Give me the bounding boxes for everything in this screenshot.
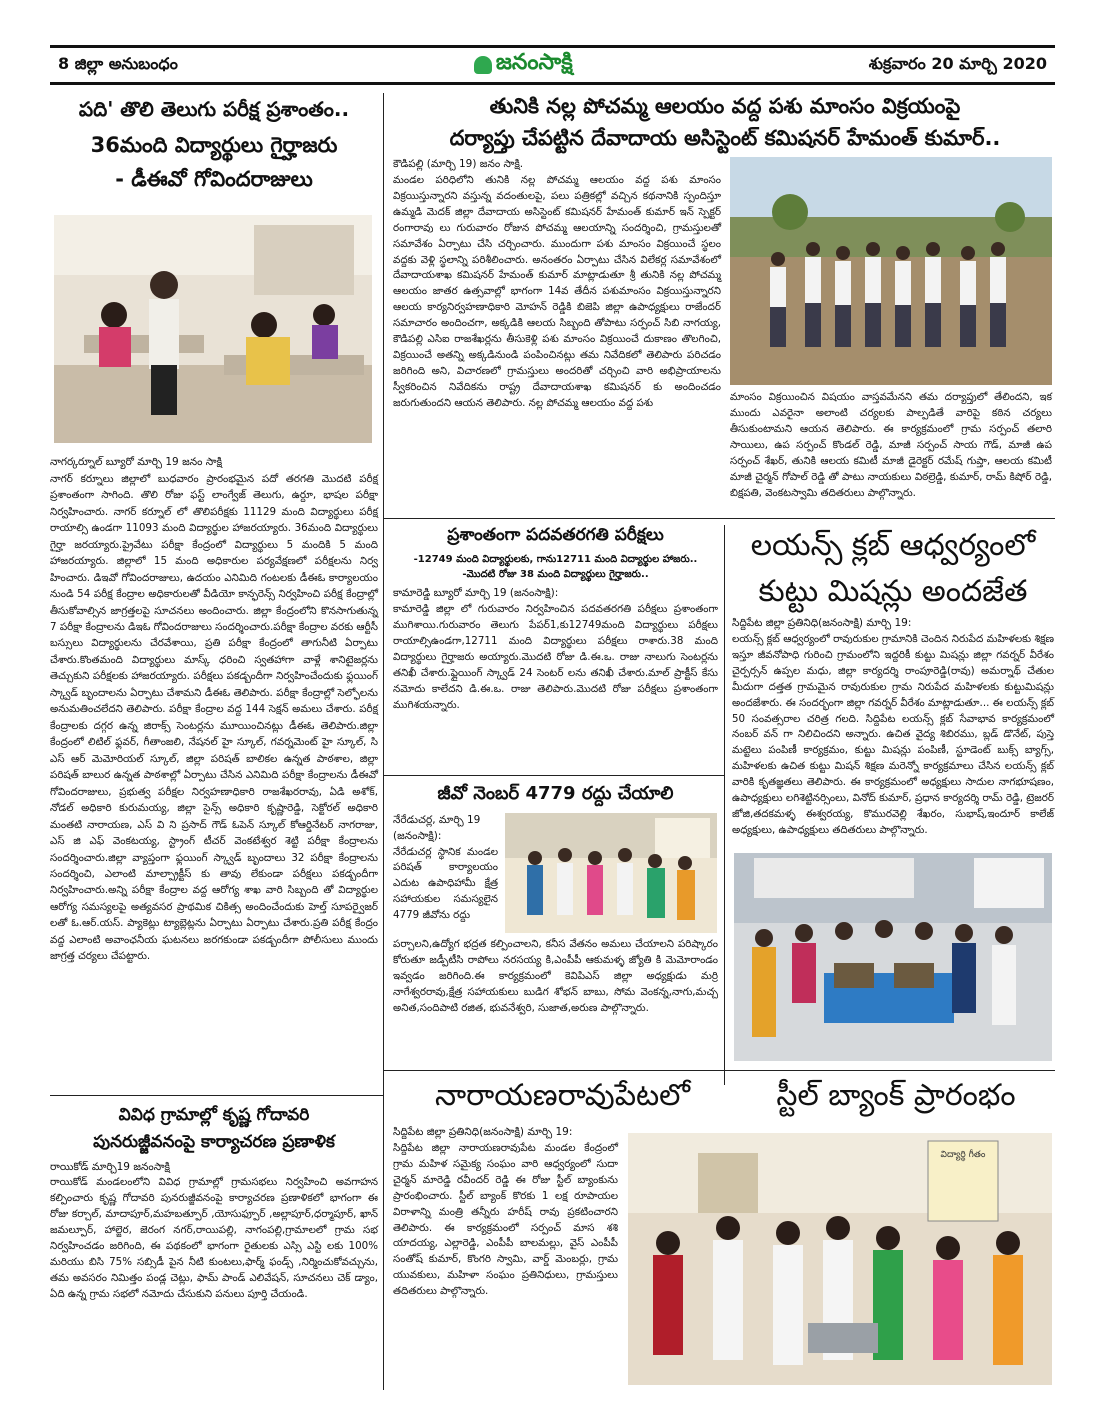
steel-bank-photo bbox=[628, 1133, 1052, 1385]
poster-text: విద్యార్థి గీతం bbox=[940, 1150, 986, 1160]
column-divider-right bbox=[724, 525, 725, 1085]
temple-body-left bbox=[393, 157, 721, 412]
tenth-subhead-2: -మొదటి రోజు 38 మంది విద్యార్థులు గైర్హాజరు.. bbox=[462, 569, 649, 581]
lions-byline: సిద్దిపేట జిల్లా ప్రతినిధి(జనంసాక్షి) మార్చి 19: bbox=[732, 617, 912, 629]
steel-headline-right: స్టీల్ బ్యాంక్ ప్రారంభం bbox=[776, 1078, 1016, 1113]
temple-body-text-left: మండల పరిధిలోని తునికి నల్ల పోచమ్మ ఆలయం వద్ద పశు మాంసం విక్రయిస్తున్నారని వస్తున్న వదంతులపై, పలు పత్రికల్లో వచ్చిన కథనానికి స్పందిస్తూ ఉమ్మడి మెదక్ జిల్లా దేవాదాయ అసిస్టెంట్ కమిషనర్ హేమంత్ కుమార్ ఇన్ స్పెక్టర్ రంగారావు లు గురువారం రోజున పోచమ్మ ఆలయాన్ని సందర్శించి, గ్రామస్తులతో సమావేశం ఏర్పాటు చేసి చర్చించారు. ముందుగా పశు మాంసం విక్రయించే స్థలం వద్దకు వెళ్లి స్థలాన్ని పరిశీలించారు. అనంతరం ఏర్పాటు చేసిన విలేకర్ల సమావేశంలో దేవాదాయశాఖ కమిషనర్ హేమంత్ కుమార్ మాట్లాడుతూ శ్రీ తునికి నల్ల పోచమ్మ ఆలయం జాతర ఉత్సవాల్లో భాగంగా 14వ తేదీన పశుమాంసం విక్రయిస్తున్నారని ఆలయ కార్యనిర్వహణాధికారి మోహన్ రెడ్డికి బిజెపి జిల్లా ఉపాధ్యక్షులు రాజేందర్ సమాచారం అందించగా, అక్కడికి ఆలయ సిబ్బంది తోపాటు సర్పంచ్ సిబి నాగయ్య, కౌడిపల్లి ఎసిఐ రాజశేఖర్లను తీసుకెళ్లి పశు మాంసం విక్రయించే దుకాణం తొలగించి, విక్రయించే అతన్ని అక్కడినుండి పంపించినట్లు తమ నివేదికలో తెలిపారు పరిచడం జరిగింది అని, విచారణలో గ్రామస్తులు అందరితో చర్చించి వారి అభిప్రాయాలను స్వీకరించిన నివేదికను రాష్ట్ర దేవాదాయశాఖ కమిషనర్ కు అందించడం జరుగుతుందని ఆయన తెలిపారు. నల్ల పోచమ్మ ఆలయం వద్ద పశు bbox=[393, 173, 721, 410]
lions-headline-1: లయన్స్ క్లబ్ ఆధ్వర్యంలో bbox=[750, 528, 1036, 563]
temple-body-text-right: మాంసం విక్రయించిన విషయం వాస్తవమేనని తమ దర్యాప్తులో తేలిందని, ఇక ముందు ఎవరైనా అలాంటి చర్యలకు పాల్పడితే వారిపై కఠిన చర్యలు తీసుకుంటామని ఆయన తెలిపారు. ఈ కార్యక్రమంలో గ్రామ సర్పంచ్ తలారి సాయిలు, ఉప సర్పంచ్ కొండల్ రెడ్డి, మాజీ సర్పంచ్ సాయ గౌడ్, మాజీ ఉప సర్పంచ్ శేఖర్, తునికి ఆలయ కమిటీ మాజీ డైరెక్టర్ రమేష్ గుప్తా, ఆలయ కమిటీ మాజీ చైర్మన్ గోపాల్ రెడ్డి తో పాటు నాయకులు విఠల్రెడ్డి, కుమార్, రామ్ కిషోర్ రెడ్డి, బిక్షపతి, వెంకటస్వామి తదితరులు పాల్గొన్నారు. bbox=[730, 391, 1052, 499]
article-go bbox=[393, 783, 718, 806]
exam-body-text: నాగర్ కర్నూలు జిల్లాలో బుధవారం ప్రారంభమైన పదో తరగతి మొదటి పరీక్ష ప్రశాంతంగా సాగింది. తొలి రోజు ఫస్ట్ లాంగ్వేజ్ తెలుగు, ఉర్దూ, భాషల పరీక్షా నిర్వహించారు. నాగర్ కర్నూల్ లో తొలిపరీక్షకు 11129 మంది విద్యార్థులు పరీక్ష రాయాల్సి ఉండగా 11093 మంది విద్యార్థుల హాజరయ్యారు. 36మంది విద్యార్థులు గైర్హా జరయ్యారు.ప్రైవేటు పరీక్షా కేంద్రంలో విద్యార్థులు 5 మందికి 5 మంది హాజరయ్యారు. జిల్లాలో 15 మంది అధికారుల పర్యవేక్షణలో పరీక్షలను నిర్వ హించారు. డిఇవో గోవిందరాజులు, ఉదయం ఎనిమిది గంటలకు డీఈఓ కార్యాలయం నుండి 54 పరీక్ష కేంద్రాల అధికారులతో వీడియో కాన్ఫరెన్స్ నిర్వహించి పరీక్ష కేంద్రాల్లో తీసుకోవాల్సిన జాగ్రత్తలపై సూచనలు అందించారు. జిల్లా కేంద్రంలోని కొనసాగుతున్న 7 పరీక్షా కేంద్రాలను డిఇఓ గోవిందరాజులు సందర్శించారు.పరీక్షా కేంద్రాల వరకు ఆర్టీసీ బస్సులు విద్యార్థులను చేరవేశాయి, ప్రతి పరీక్షా కేంద్రంలో తాగునీటి ఏర్పాటు చేశారు.కొంతమంది విద్యార్థులు మాస్క్ ధరించి స్వతహాగా వాళ్లే శానిటైజర్లను తెచ్చుకుని పరీక్షలకు హాజరయ్యారు. పరీక్షలు పకడ్బందీగా నిర్వహించేందుకు ఫ్లయింగ్ స్క్వాడ్ బృందాలను ఏర్పాటు చేశామని డీఈఓ తెలిపారు. పరీక్షా కేంద్రాల్లో సెల్ఫోలను అనుమతించలేదని తెలిపారు. పరీక్షా కేంద్రాల వద్ద 144 సెక్షన్ అమలు చేశారు. పరీక్ష కేంద్రాలకు దగ్గర ఉన్న జిరాక్స్ సెంటర్లను మూయించినట్లు డీఈఓ తెలిపారు.జిల్లా కేంద్రంలో లిటిల్ ఫ్లవర్, గీతాంజలి, నేషనల్ హై స్కూల్, గవర్నమెంట్ హై స్కూల్, సి ఎస్ ఆర్ మెమోరియల్ స్కూల్, జిల్లా పరిషత్ బాలికల ఉన్నత పాఠశాల, జిల్లా పరిషత్ బాలుర ఉన్నత పాఠశాల్లో ఏర్పాటు చేసిన ఎనిమిది పరీక్షా కేంద్రాలను డీఈవో గోవిందరాజులు, ప్రభుత్వ పరీక్షల నిర్వహణాధికారి రాజశేఖరరావు, ఏడి అశోక్, నోడల్ అధికారి కురుమయ్య, జిల్లా సైన్స్ అధికారి కృష్ణారెడ్డి, సెక్టోరల్ అధికారి మంతటి నారాయణ, ఎస్ వి ని ప్రసాద్ గౌడ్ ఓపెన్ స్కూల్ కోఆర్డినేటర్ నాగరాజు, ఎస్ జి ఎఫ్ వెంకటయ్య, స్ట్రాంగ్ టీచర్ వెంకటేశ్వర శెట్టి పరీక్షా కేంద్రాలను సందర్శించారు.జిల్లా వ్యాప్తంగా ఫ్లయింగ్ స్క్వాడ్ బృందాలు 32 పరీక్షా కేంద్రాలను సందర్శించి, ఎలాంటి మాల్ప్రాక్టీస్ కు తావు లేకుండా పరీక్షలు పకడ్బందీగా నిర్వహించారు.అన్ని పరీక్షా కేంద్రాల వద్ద ఆరోగ్య శాఖ వారి సిబ్బంది తో విద్యార్థుల ఆరోగ్య సమస్యలపై అత్యవసర ప్రాథమిక చికిత్స అందించేందుకు హెల్త్ సూపర్వైజర్ లతో ఓ.ఆర్.యస్. ప్యాకెట్లు ట్యాబ్లెట్లను ఏర్పాటు ఏర్పాటు చేశారు.ప్రతి పరీక్ష కేంద్రం వద్ద ఎలాంటి అవాంఛనీయ ఘటనలు జరగకుండా పకడ్బందీగా పోలీసులు ముందు జాగ్రత్త చర్యలు చేపట్టారు. bbox=[50, 472, 378, 963]
godavari-headline-2: పునరుజ్జీవనంపై కార్యాచరణ ప్రణాళిక bbox=[93, 1132, 335, 1153]
go-byline: నేరేడుచర్ల, మార్చి 19 (జనంసాక్షి): bbox=[393, 814, 481, 842]
paper-logo bbox=[474, 50, 573, 80]
steel-headline-left-box bbox=[395, 1077, 730, 1115]
tenth-subhead-1: -12749 మంది విద్యార్థులకు, గాను12711 మంది విద్యార్థుల హాజరు.. bbox=[413, 554, 698, 566]
go-headline: జీవో నెంబర్ 4779 రద్దు చేయాలి bbox=[437, 783, 674, 804]
tenth-byline: కామారెడ్డి బ్యూరో మార్చి 19 (జనంసాక్షి): bbox=[393, 587, 559, 600]
divider-right-upper bbox=[384, 518, 1055, 519]
temple-byline: కౌడిపల్లి (మార్చి 19) జనం సాక్షి. bbox=[393, 158, 524, 170]
newspaper-page bbox=[50, 45, 1055, 1390]
exam-headline-2: 36మంది విద్యార్థులు గైర్హాజరు bbox=[90, 133, 338, 157]
issue-date: శుక్రవారం 20 మార్చి 2020 bbox=[868, 53, 1047, 73]
go-body-side: నేరేడుచర్ల స్థానిక మండల పరిషత్ కార్యాలయం ఎదుట ఉపాధిహామీ క్షేత్ర సహాయకుల సమస్యలైన 4779 జీవోను రద్దు bbox=[393, 845, 498, 922]
lions-event-photo bbox=[734, 853, 1052, 1061]
page-label: 8 జిల్లా అనుబంధం bbox=[58, 53, 178, 73]
go-article-body bbox=[393, 937, 718, 1017]
exam-article-body bbox=[50, 455, 378, 965]
paper-name: జనంసాక్షి bbox=[495, 50, 573, 75]
go-side-column bbox=[393, 813, 498, 924]
divider-right-lower bbox=[384, 1070, 1055, 1071]
article-tenth bbox=[393, 525, 718, 714]
article-steel bbox=[393, 1125, 618, 1300]
exam-hall-photo bbox=[54, 215, 372, 443]
article-temple bbox=[395, 93, 1055, 152]
temple-headline-1: తునికి నల్ల పోచమ్మ ఆలయం వద్ద పశు మాంసం విక్రయంపై bbox=[489, 94, 961, 118]
temple-site-photo bbox=[730, 157, 1052, 385]
go-memorandum-photo bbox=[505, 813, 717, 933]
steel-body-text: సిద్దిపేట జిల్లా నారాయణరావుపేట మండల కేంద్రంలో గ్రామ మహిళ సమైక్య సంఘం వారి ఆధ్వర్యంలో సుదా చైర్మన్ మారెడ్డి రవీందర్ రెడ్డి ఈ రోజు స్టీల్ బ్యాంకును ప్రారంభించారు. స్టీల్ బ్యాంక్ కొరకు 1 లక్ష రూపాయల విరాళాన్ని మంత్రి తన్నీరు హరీష్ రావు ప్రకటించారని తెలిపారు. ఈ కార్యక్రమంలో సర్పంచ్ మాస శశి యాదయ్య, ఎల్లారెడ్డి, ఎంపీపీ బాలమల్లు, వైస్ ఎంపీపీ సంతోష్ కుమార్, కొంగరి స్వామి, వార్డ్ మెంబర్లు, గ్రామ యువకులు, మహిళా సంఘం ప్రతినిధులు, గ్రామస్తులు తదితరులు పాల్గొన్నారు. bbox=[393, 1141, 618, 1298]
lions-headline-2: కుట్టు మిషన్లు అందజేత bbox=[758, 573, 1028, 609]
lions-body-text: లయన్స్ క్లబ్ ఆధ్వర్యంలో రావురుకుల గ్రామానికి చెందిన నిరుపేద మహిళలకు శిక్షణ ఇస్తూ జీవనోపాధి గురించి గ్రామంలోని ఇద్దరికీ కుట్టు మిషన్లు జిల్లా గవర్నర్ వీరేశం చైర్పర్సన్ ఉప్పల మధు, జిల్లా కార్యదర్శి రాంపూరెడ్డి(రావు) అమర్నాథ్ చేతుల మీదుగా దత్తత గ్రామమైన రావురుకుల గ్రామ నిరుపేద మహిళలకు కుట్టుమిషన్లు అందజేశారు. ఈ సందర్భంగా జిల్లా గవర్నర్ వీరేశం మాట్లాడుతూ... ఈ లయన్స్ క్లబ్ 50 సంవత్సరాల చరిత్ర గలది. సిద్దిపేట లయన్స్ క్లబ్ సేవాభావ కార్యక్రమంలో నంబర్ వన్ గా నిలిచిందని అన్నారు. ఉచిత వైద్య శిబిరము, బ్లడ్ డొనేట్, పుస్తె మట్టెలు పంపిణీ కార్యక్రమం, కుట్టు మిషన్లు పంపిణీ, స్టూడెంట్ బుక్స్ బ్యాగ్స్, మహిళలకు ఉచిత కుట్టు మిషన్ శిక్షణ మరెన్నో కార్యక్రమాలు చేసిన లయన్స్ క్లబ్ వారికి కృతజ్ఞతలు తెలిపారు. ఈ కార్యక్రమంలో అధ్యక్షులు సాదుల నాగభూషణం, ఉపాధ్యక్షులు లగిశెట్టినర్సింలు, వినోద్ కుమార్, ప్రధాన కార్యదర్శి రామ్ రెడ్డి, ట్రెజరర్ జోజి,తదకమళ్ళ ఈశ్వరయ్య, కొమురవెల్లి శేఖరం, సుభాష్,ఇందూర్ కాలేజ్ అధ్యక్షులు, ఉపాధ్యక్షులు తదితరులు పాల్గొన్నారు. bbox=[732, 632, 1054, 837]
steel-headline-right-box bbox=[740, 1077, 1052, 1115]
exam-headline-1: పది' తొలి తెలుగు పరీక్ష ప్రశాంతం.. bbox=[78, 97, 350, 121]
temple-headline-2: దర్యాప్తు చేపట్టిన దేవాదాయ అసిస్టెంట్ కమిషనర్ హేమంత్ కుమార్.. bbox=[449, 126, 1001, 151]
godavari-byline: రాయికోడ్ మార్చి19 జనంసాక్షి bbox=[50, 1160, 171, 1173]
divider-left-lower bbox=[50, 1095, 383, 1096]
exam-headline-3: - డీఈవో గోవిందరాజులు bbox=[115, 167, 313, 192]
article-godavari bbox=[50, 1105, 378, 1303]
temple-body-right bbox=[730, 390, 1052, 502]
godavari-body-text: రాయికోడ్ మండలంలోని వివిధ గ్రామాల్లో గ్రామసభలు నిర్వహించి అవగాహన కల్పించారు కృష్ణ గోదావరి పునరుజ్జీవనంపై కార్యాచరణ ప్రణాళికలో భాగంగా ఈ రోజు కర్చాల్, మాదాపూర్,మహబత్పూర్ ,యోసుఫ్పూర్ ,అల్లాపూర్,ధర్మాపూర్, ఖాన్ జమల్పూర్, హాల్జెర, జెరంగ నగర్,రాయిపల్లి, నాగంపల్లి,గ్రామాలలో గ్రామ సభ నిర్వహించడం జరిగింది, ఈ పథకంలో భాగంగా రైతులకు ఎస్సి ఎస్టి లకు 100% మరియు బిసి 75% సబ్సిడీ పైన నీటి కుంటలు,ఫార్మ్ ఫండ్స్ ,నిర్మించుకోవచ్చును, తమ అవసరం నిమిత్తం పండ్ల చెట్లు, ఫామ్ పాండ్ ఎలివేషన్, సూచనలు చెక్ డ్యాం, ఏది ఉన్న గ్రామ సభలో నమోదు చేసుకుని పనులు పూర్తి చేయండి. bbox=[50, 1176, 378, 1300]
divider-center-mid bbox=[384, 775, 724, 776]
steel-byline: సిద్దిపేట జిల్లా ప్రతినిధి(జనంసాక్షి) మార్చి 19: bbox=[393, 1126, 573, 1138]
go-body-text: పర్చాలని,ఉద్యోగ భద్రత కల్పించాలని, కనీస వేతనం అమలు చేయాలని పరిష్కారం కోరుతూ జడ్పీటీసి రాపోలు నరసయ్య కి,ఎంపీపీ ఆకుమళ్ళ జ్యోతి కి మెమోరాండం ఇవ్వడం జరిగింది.ఈ కార్యక్రమంలో కెవిపిఎస్ జిల్లా అధ్యక్షుడు మర్రి నాగేశ్వరరావు,క్షేత్ర సహాయకులు బుడిగ శోభన్ బాబు, సోమ వెంకన్న,నాగు,మచ్చ అనిత,సందిపాటి రజిత, భువనేశ్వరి, సుజాత,అరుణ పాల్గొన్నారు. bbox=[393, 938, 718, 1014]
tenth-headline: ప్రశాంతంగా పదవతరగతి పరీక్షలు bbox=[447, 525, 664, 545]
article-lions bbox=[732, 527, 1054, 839]
masthead bbox=[50, 45, 1055, 85]
article-exam bbox=[50, 93, 378, 193]
godavari-headline-1: వివిధ గ్రామాల్లో కృష్ణ గోదావరి bbox=[118, 1105, 310, 1125]
leaf-logo-icon bbox=[474, 56, 492, 74]
steel-headline-left: నారాయణరావుపేటలో bbox=[434, 1078, 691, 1113]
column-divider-main bbox=[383, 93, 384, 1390]
exam-byline: నాగర్కర్నూల్ బ్యూరో మార్చి 19 జనం సాక్షి bbox=[50, 456, 223, 468]
tenth-body-text: కామారెడ్డి జిల్లా లో గురువారం నిర్వహించిన పదవతరగతి పరీక్షలు ప్రశాంతంగా ముగిశాయి.గురువారం తెలుగు పేపర్1,కు12749మంది విద్యార్థులు పరీక్షలు రాయాల్సిఉండగా,12711 మంది విద్యార్థులు పరీక్షలు రాశారు.38 మంది విద్యార్థులు గైర్హాజరు అయ్యారు.మొదటి రోజు డి.ఈ.ఒ. రాజు నాలుగు సెంటర్లను తనిఖీ చేశారు.ఫ్లైయింగ్ స్క్వాడ్ 24 సెంటర్ లను తనిఖీ చేశారు.మాల్ ప్రాక్టీస్ కేసు నమోదు కాలేదని డి.ఈ.ఒ. రాజు తెలిపారు.మొదటి రోజు పరీక్షలు ప్రశాంతంగా ముగిశయన్నారు. bbox=[393, 603, 718, 711]
